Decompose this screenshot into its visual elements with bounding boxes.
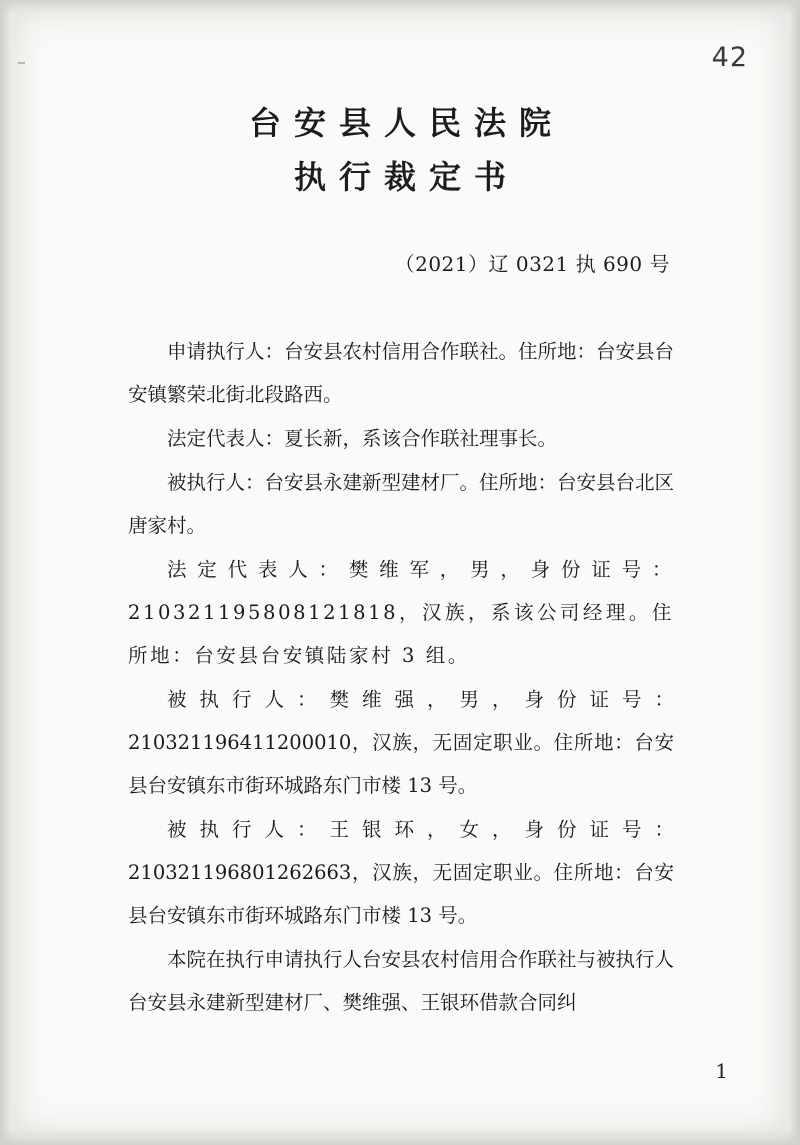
document-body xyxy=(128,330,674,1025)
paragraph-respondent-company: 被执行人：台安县永建新型建材厂。住所地：台安县台北区唐家村。 xyxy=(128,471,675,537)
paragraph-applicant: 申请执行人：台安县农村信用合作联社。住所地：台安县台安镇繁荣北街北段路西。 xyxy=(128,340,675,406)
document-type-title: 执行裁定书 xyxy=(293,158,519,196)
paragraph-respondent-legal-rep: 法定代表人：樊维军，男，身份证号：210321195808121818，汉族，系该公司经理。住所地：台安县台安镇陆家村 3 组。 xyxy=(128,558,674,667)
court-name-title: 台安县人民法院 xyxy=(248,104,564,142)
folio-number: 42 xyxy=(711,42,748,73)
paragraph-respondent-wang-yinhuan: 被执行人：王银环，女，身份证号：210321196801262663，汉族，无固定职业。住所地：台安县台安镇东市街环城路东门市楼 13 号。 xyxy=(128,818,674,927)
case-number: （2021）辽 0321 执 690 号 xyxy=(394,252,670,276)
scan-corner-mark xyxy=(18,62,25,64)
paragraph-respondent-fan-weiqiang: 被执行人：樊维强，男，身份证号：210321196411200010，汉族，无固定职业。住所地：台安县台安镇东市街环城路东门市楼 13 号。 xyxy=(128,688,674,797)
paragraph-case-body: 本院在执行申请执行人台安县农村信用合作联社与被执行人台安县永建新型建材厂、樊维强、王银环借款合同纠 xyxy=(128,948,675,1014)
paragraph-applicant-legal-rep: 法定代表人：夏长新，系该合作联社理事长。 xyxy=(167,427,558,450)
page-number: 1 xyxy=(715,1059,728,1083)
